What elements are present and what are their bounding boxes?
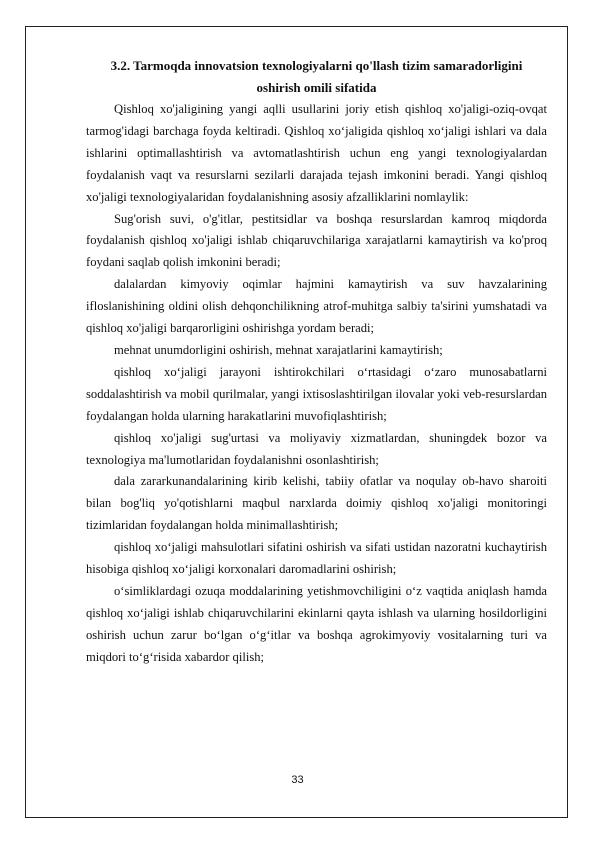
section-heading-line-2: oshirish omili sifatida xyxy=(256,80,377,95)
list-item-insurance: qishloq xo'jaligi sug'urtasi va moliyaviy xizmatlardan, shuningdek bozor va texnologiya ma'lumotlaridan foydalanishni osonlashtirish; xyxy=(86,430,547,467)
list-item-nutrients: o‘simliklardagi ozuqa moddalarining yetishmovchiligini o‘z vaqtida aniqlash hamda qishloq xo‘jaligi ishlab chiqaruvchilarini ekinlarni qayta ishlash va ularning hosildorligini oshirish uchun zarur bo‘lgan o‘g‘itlar va boshqa agrokimyoviy vositalarning turi va miqdori to‘g‘risida xabardor qilish; xyxy=(86,583,547,664)
page-number: 33 xyxy=(291,774,304,786)
list-item-labor-productivity: mehnat unumdorligini oshirish, mehnat xarajatlarini kamaytirish; xyxy=(114,342,443,357)
section-heading-line-1: 3.2. Tarmoqda innovatsion texnologiyalarni qo'llash tizim samaradorligini xyxy=(110,58,523,73)
document-body xyxy=(86,55,547,669)
list-item-chemical-runoff: dalalardan kimyoviy oqimlar hajmini kamaytirish va suv havzalarining ifloslanishining oldini olish dehqonchilikning atrof-muhitga salbiy ta'sirini yumshatadi va qishloq xo'jaligi barqarorligini oshirishga yordam beradi; xyxy=(86,277,547,336)
paragraph-intro: Qishloq xo'jaligining yangi aqlli usullarini joriy etish qishloq xo'jaligi-oziq-ovqat tarmog'idagi barchaga foyda keltiradi. Qishloq xo‘jaligida qishloq xo‘jaligi ishlari va dala ishlarini optimallashtirish va avtomatlashtirish uchun eng yangi texnologiyalardan foydalanish vaqt va resurslarni sezilarli darajada tejash imkonini beradi. Yangi qishloq xo'jaligi texnologiyalaridan foydalanishning asosiy afzalliklarini nomlaylik: xyxy=(86,102,547,204)
list-item-interaction: qishloq xo‘jaligi jarayoni ishtirokchilari o‘rtasidagi o‘zaro munosabatlarni soddalashtirish va mobil qurilmalar, yangi ixtisoslashtirilgan ilovalar yoki veb-resurslardan foydalangan holda ularning harakatlarini muvofiqlashtirish; xyxy=(86,364,547,423)
list-item-resources: Sug'orish suvi, o'g'itlar, pestitsidlar va boshqa resurslardan kamroq miqdorda foydalanish qishloq xo'jaligi ishlab chiqaruvchilariga xarajatlarni kamaytirish va ko'proq foydani saqlab qolish imkonini beradi; xyxy=(86,211,547,270)
list-item-quality: qishloq xo‘jaligi mahsulotlari sifatini oshirish va sifati ustidan nazoratni kuchaytirish hisobiga qishloq xo‘jaligi korxonalari daromadlarini oshirish; xyxy=(86,540,547,577)
section-heading xyxy=(86,55,547,99)
list-item-pests: dala zararkunandalarining kirib kelishi, tabiiy ofatlar va noqulay ob-havo sharoiti bilan bog'liq yo'qotishlarni maqbul narxlarda doimiy qishloq xo'jaligi monitoringi tizimlaridan foydalangan holda minimallashtirish; xyxy=(86,474,547,533)
